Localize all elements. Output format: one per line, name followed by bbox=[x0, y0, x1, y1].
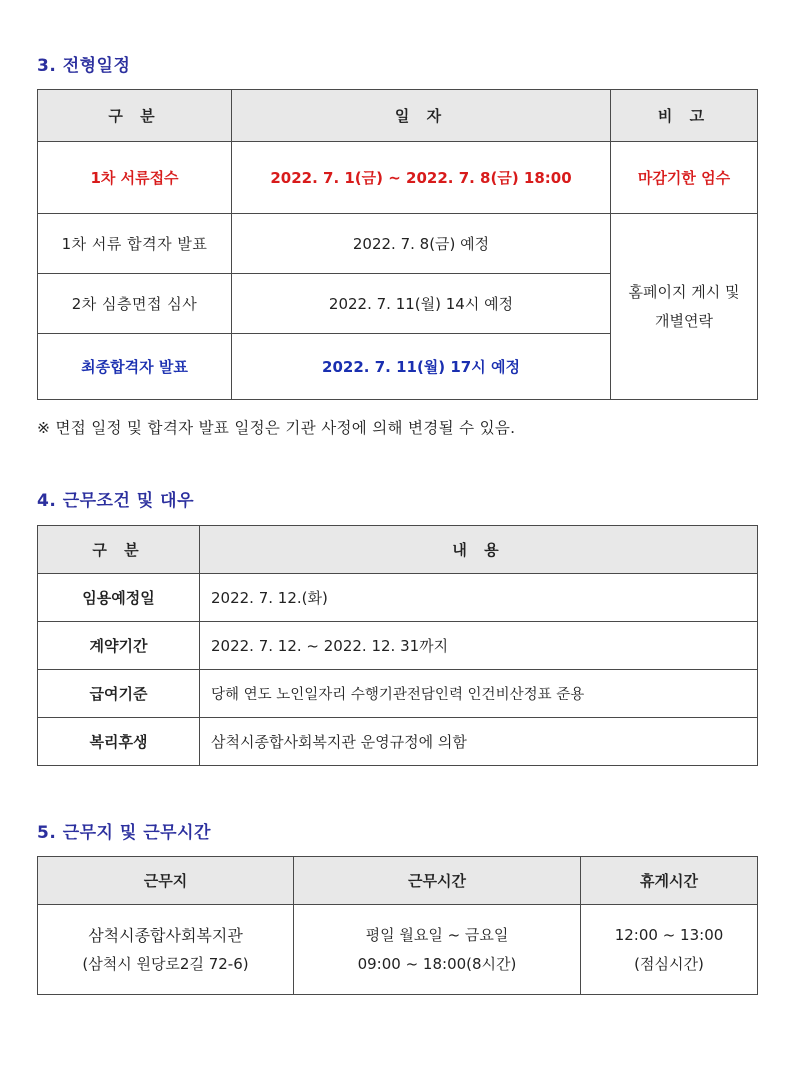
conditions-row-content: 삼척시종합사회복지관 운영규정에 의함 bbox=[200, 718, 758, 766]
schedule-row-category: 1차 서류 합격자 발표 bbox=[38, 214, 232, 274]
section3-title: 3. 전형일정 bbox=[37, 56, 131, 76]
workplace-header-row bbox=[38, 857, 758, 905]
schedule-row-note: 마감기한 엄수 bbox=[611, 142, 758, 214]
schedule-row-category: 2차 심층면접 심사 bbox=[38, 274, 232, 334]
schedule-row-category: 최종합격자 발표 bbox=[38, 334, 232, 400]
schedule-footnote: ※ 면접 일정 및 합격자 발표 일정은 기관 사정에 의해 변경될 수 있음. bbox=[37, 419, 516, 437]
schedule-header-date: 일 자 bbox=[232, 90, 611, 142]
workplace-header-place: 근무지 bbox=[38, 857, 294, 905]
section4-title: 4. 근무조건 및 대우 bbox=[37, 491, 194, 511]
workplace-break-label: (점심시간) bbox=[634, 954, 704, 973]
conditions-header-category: 구 분 bbox=[38, 526, 200, 574]
schedule-merged-note bbox=[611, 214, 758, 400]
merged-note-line1: 홈페이지 게시 및 bbox=[628, 282, 740, 301]
workplace-break-time: 12:00 ~ 13:00 bbox=[614, 925, 724, 944]
schedule-row-date: 2022. 7. 11(월) 14시 예정 bbox=[232, 274, 611, 334]
schedule-table bbox=[37, 89, 758, 400]
conditions-row bbox=[38, 670, 758, 718]
conditions-table bbox=[37, 525, 758, 766]
workplace-table bbox=[37, 856, 758, 995]
conditions-row-content: 2022. 7. 12.(화) bbox=[200, 574, 758, 622]
conditions-row-content: 당해 연도 노인일자리 수행기관전담인력 인건비산정표 준용 bbox=[200, 670, 758, 718]
workplace-place-name: 삼척시종합사회복지관 bbox=[88, 925, 243, 945]
schedule-row bbox=[38, 214, 758, 274]
conditions-row bbox=[38, 718, 758, 766]
conditions-row bbox=[38, 574, 758, 622]
conditions-row-category: 급여기준 bbox=[38, 670, 200, 718]
workplace-hours-time: 09:00 ~ 18:00(8시간) bbox=[357, 954, 517, 973]
conditions-header-content: 내 용 bbox=[200, 526, 758, 574]
workplace-header-hours: 근무시간 bbox=[294, 857, 581, 905]
schedule-header-note: 비 고 bbox=[611, 90, 758, 142]
schedule-row-date: 2022. 7. 11(월) 17시 예정 bbox=[232, 334, 611, 400]
conditions-row-category: 임용예정일 bbox=[38, 574, 200, 622]
conditions-row-content: 2022. 7. 12. ~ 2022. 12. 31까지 bbox=[200, 622, 758, 670]
workplace-place-address: (삼척시 원당로2길 72-6) bbox=[82, 954, 249, 973]
conditions-row bbox=[38, 622, 758, 670]
workplace-hours-days: 평일 월요일 ~ 금요일 bbox=[365, 925, 509, 944]
workplace-break bbox=[581, 905, 758, 995]
schedule-row bbox=[38, 142, 758, 214]
conditions-row-category: 복리후생 bbox=[38, 718, 200, 766]
conditions-row-category: 계약기간 bbox=[38, 622, 200, 670]
section5-title: 5. 근무지 및 근무시간 bbox=[37, 823, 211, 843]
workplace-header-break: 휴게시간 bbox=[581, 857, 758, 905]
workplace-place bbox=[38, 905, 294, 995]
schedule-header-category: 구 분 bbox=[38, 90, 232, 142]
workplace-hours bbox=[294, 905, 581, 995]
schedule-row-date: 2022. 7. 1(금) ~ 2022. 7. 8(금) 18:00 bbox=[232, 142, 611, 214]
workplace-row bbox=[38, 905, 758, 995]
schedule-row-category: 1차 서류접수 bbox=[38, 142, 232, 214]
schedule-row-date: 2022. 7. 8(금) 예정 bbox=[232, 214, 611, 274]
conditions-header-row bbox=[38, 526, 758, 574]
schedule-header-row bbox=[38, 90, 758, 142]
merged-note-line2: 개별연락 bbox=[655, 311, 713, 330]
